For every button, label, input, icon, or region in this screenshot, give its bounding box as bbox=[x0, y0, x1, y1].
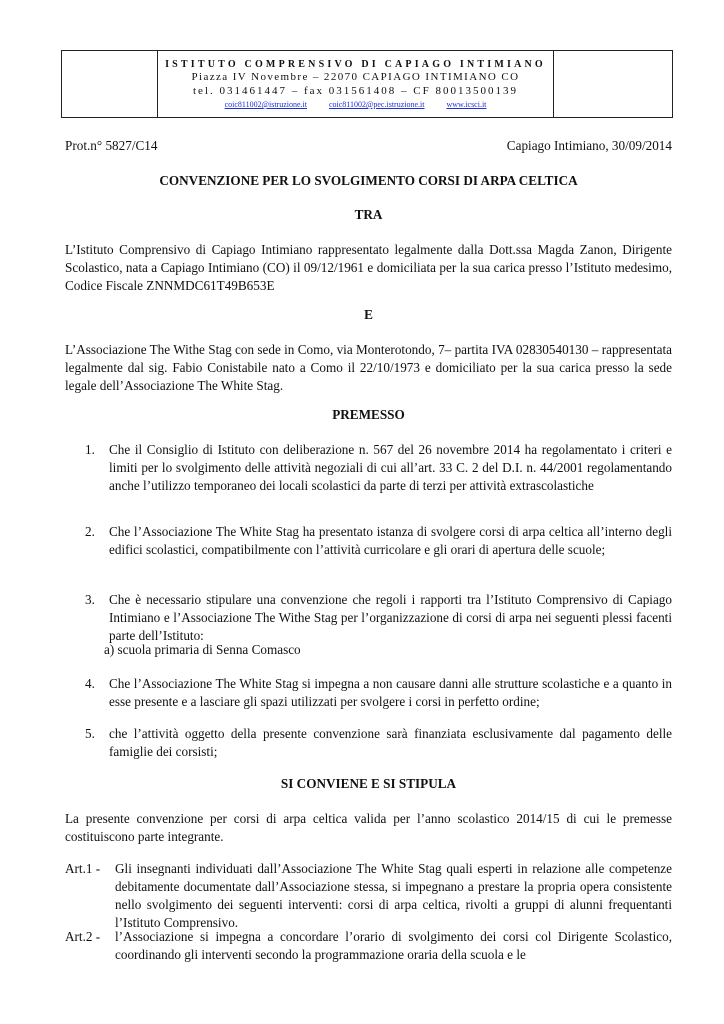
premise-sub-item: a) scuola primaria di Senna Comasco bbox=[104, 642, 301, 657]
letterhead-left-cell bbox=[62, 51, 158, 117]
premise-item bbox=[85, 725, 672, 761]
premise-number: 1. bbox=[85, 442, 95, 457]
premise-item bbox=[85, 441, 672, 495]
letterhead-center bbox=[158, 51, 553, 117]
article-label: Art.2 - bbox=[65, 929, 101, 944]
heading-premesso: PREMESSO bbox=[332, 407, 405, 422]
heading-stipula: SI CONVIENE E SI STIPULA bbox=[280, 776, 457, 791]
heading-tra: TRA bbox=[354, 207, 383, 222]
letterhead bbox=[61, 50, 673, 118]
article-item bbox=[65, 860, 672, 932]
website-link[interactable]: www.icsci.it bbox=[446, 100, 487, 109]
party-one-paragraph: L’Istituto Comprensivo di Capiago Intimiano rappresentato legalmente dalla Dott.ssa Magda Zanon, Dirigente Scolastico, nata a Capiago Intimiano (CO) il 09/12/1961 e domiciliata per la sua carica presso l’Istituto medesimo, Codice Fiscale ZNNMDC61T49B653E bbox=[65, 242, 672, 293]
article-item bbox=[65, 928, 672, 964]
premise-text: Che il Consiglio di Istituto con deliberazione n. 567 del 26 novembre 2014 ha regolamentato i criteri e limiti per lo svolgimento delle attività negoziali di cui all’art. 33 C. 2 del D.I. n. 44/2001 regolamentando anche l’utilizzo temporaneo dei locali scolastici da parte di terzi per attività extrascolastiche bbox=[109, 442, 672, 493]
pec-link[interactable]: coic811002@pec.istruzione.it bbox=[328, 100, 425, 109]
intro-paragraph: La presente convenzione per corsi di arpa celtica valida per l’anno scolastico 2014/15 di cui le premesse costituiscono parte integrante. bbox=[65, 811, 672, 844]
email-link[interactable]: coic811002@istruzione.it bbox=[224, 100, 307, 109]
premise-number: 2. bbox=[85, 524, 95, 539]
article-label: Art.1 - bbox=[65, 861, 101, 876]
school-address: Piazza IV Novembre – 22070 CAPIAGO INTIMIANO CO bbox=[191, 71, 520, 83]
premise-number: 3. bbox=[85, 592, 95, 607]
premise-text: Che l’Associazione The White Stag ha presentato istanza di svolgere corsi di arpa celtica all’interno degli edifici scolastici, compatibilmente con l’attività curricolare e gli orari di apertura delle scuole; bbox=[109, 524, 672, 557]
premise-text: che l’attività oggetto della presente convenzione sarà finanziata esclusivamente dal pagamento delle famiglie dei corsisti; bbox=[109, 726, 672, 759]
document-title: CONVENZIONE PER LO SVOLGIMENTO CORSI DI ARPA CELTICA bbox=[159, 173, 578, 188]
protocol-number: Prot.n° 5827/C14 bbox=[65, 138, 158, 153]
school-contacts: tel. 031461447 – fax 031561408 – CF 80013500139 bbox=[193, 85, 518, 97]
school-name: ISTITUTO COMPRENSIVO DI CAPIAGO INTIMIANO bbox=[165, 59, 546, 70]
premise-item bbox=[85, 523, 672, 559]
premise-text: Che l’Associazione The White Stag si impegna a non causare danni alle strutture scolastiche e a quanto in esse presente e a lasciare gli spazi utilizzati per svolgere i corsi in perfetto ordine; bbox=[109, 676, 672, 709]
premise-text: Che è necessario stipulare una convenzione che regoli i rapporti tra l’Istituto Comprensivo di Capiago Intimiano e l’Associazione The Withe Stag per l’organizzazione di corsi di arpa nei seguenti plessi facenti parte dell’Istituto: bbox=[109, 592, 672, 643]
document-date: Capiago Intimiano, 30/09/2014 bbox=[506, 138, 672, 153]
party-two-paragraph: L’Associazione The Withe Stag con sede in Como, via Monterotondo, 7– partita IVA 02830540130 – rappresentata legalmente dal sig. Fabio Conistabile nato a Como il 22/10/1973 e domiciliato per la sua carica presso la sede legale dell’Associazione The White Stag. bbox=[65, 342, 672, 393]
letterhead-right-cell bbox=[553, 51, 672, 117]
premise-item bbox=[85, 675, 672, 711]
article-text: Gli insegnanti individuati dall’Associazione The White Stag quali esperti in relazione alle competenze debitamente documentate dall’Associazione stessa, si impegnano a prestare la propria opera consistente nello svolgimento dei seguenti interventi: corsi di arpa celtica, rivolti a gruppi di alunni frequentanti l’Istituto Comprensivo. bbox=[115, 861, 672, 930]
premise-item bbox=[85, 591, 672, 645]
premise-number: 4. bbox=[85, 676, 95, 691]
premise-number: 5. bbox=[85, 726, 95, 741]
article-text: l’Associazione si impegna a concordare l’orario di svolgimento dei corsi col Dirigente Scolastico, coordinando gli interventi secondo la programmazione oraria della scuola e le bbox=[115, 929, 672, 962]
heading-e: E bbox=[364, 307, 373, 322]
